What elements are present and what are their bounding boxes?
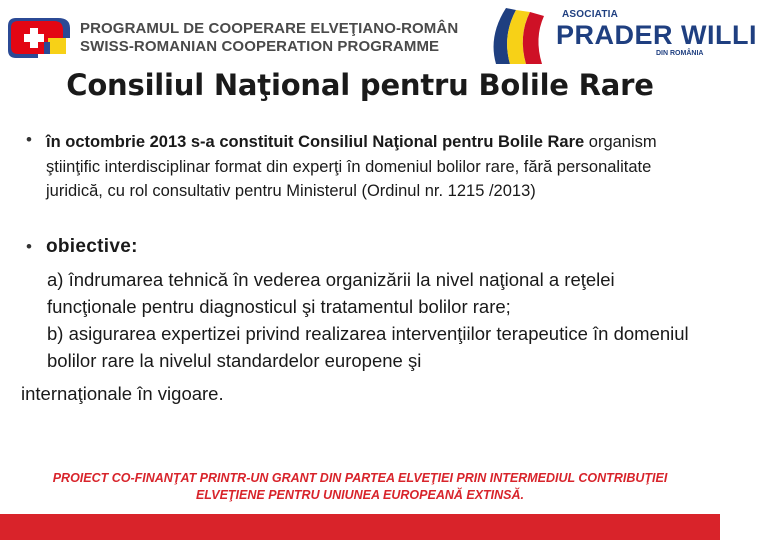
- program-title: [80, 20, 480, 56]
- objective-a-text: a) îndrumarea tehnică în vederea organizării la nivel naţional a reţelei funcţionale pentru diagnosticul şi tratamentul bolilor rare;: [47, 269, 615, 317]
- objectives-list: [21, 266, 707, 407]
- funding-footer: [0, 470, 720, 504]
- program-title-en: SWISS-ROMANIAN COOPERATION PROGRAMME: [80, 38, 440, 55]
- objective-b: [21, 320, 707, 374]
- paragraph-council: [46, 130, 706, 204]
- association-name: PRADER WILLI: [556, 20, 757, 50]
- bullet-icon: •: [26, 237, 32, 256]
- slide-title: Consiliul Naţional pentru Bolile Rare: [66, 68, 654, 102]
- bullet-icon: •: [26, 130, 32, 149]
- association-subtitle: DIN ROMÂNIA: [656, 50, 704, 57]
- swiss-logo-yellow-part: [48, 38, 66, 54]
- romanian-flag-icon: [486, 6, 552, 66]
- objectives-label: obiective:: [46, 236, 138, 257]
- objective-a: [21, 266, 707, 320]
- association-label: ASOCIATIA: [562, 9, 619, 20]
- swiss-romanian-programme-logo: [8, 18, 70, 58]
- paragraph-council-bold: în octombrie 2013 s-a constituit Consiliul Naţional pentru Bolile Rare: [46, 133, 585, 151]
- objective-b-text: b) asigurarea expertizei privind realizarea intervenţiilor terapeutice în domeniul bolilor rare la nivelul standardelor europene şi: [47, 323, 689, 371]
- paragraph-council-text: organism ştiinţific interdisciplinar format din experţi în domeniul bolilor rare, fără personalitate juridică, cu rol consultativ pentru Ministerul (Ordinul nr. 1215 /2013): [46, 133, 657, 200]
- program-title-ro: PROGRAMUL DE COOPERARE ELVEŢIANO-ROMÂN: [80, 20, 459, 37]
- objective-b-end: internaţionale în vigoare.: [21, 383, 224, 404]
- funding-line-1: PROIECT CO-FINANŢAT PRINTR-UN GRANT DIN PARTEA ELVEŢIEI PRIN INTERMEDIUL CONTRIBUŢIEI: [52, 471, 668, 485]
- swiss-logo-blue-accent: [44, 42, 50, 54]
- funding-line-2: ELVEŢIENE PENTRU UNIUNEA EUROPEANĂ EXTINSĂ.: [195, 488, 525, 502]
- footer-bar: [0, 514, 720, 540]
- prader-willi-logo: [486, 6, 757, 66]
